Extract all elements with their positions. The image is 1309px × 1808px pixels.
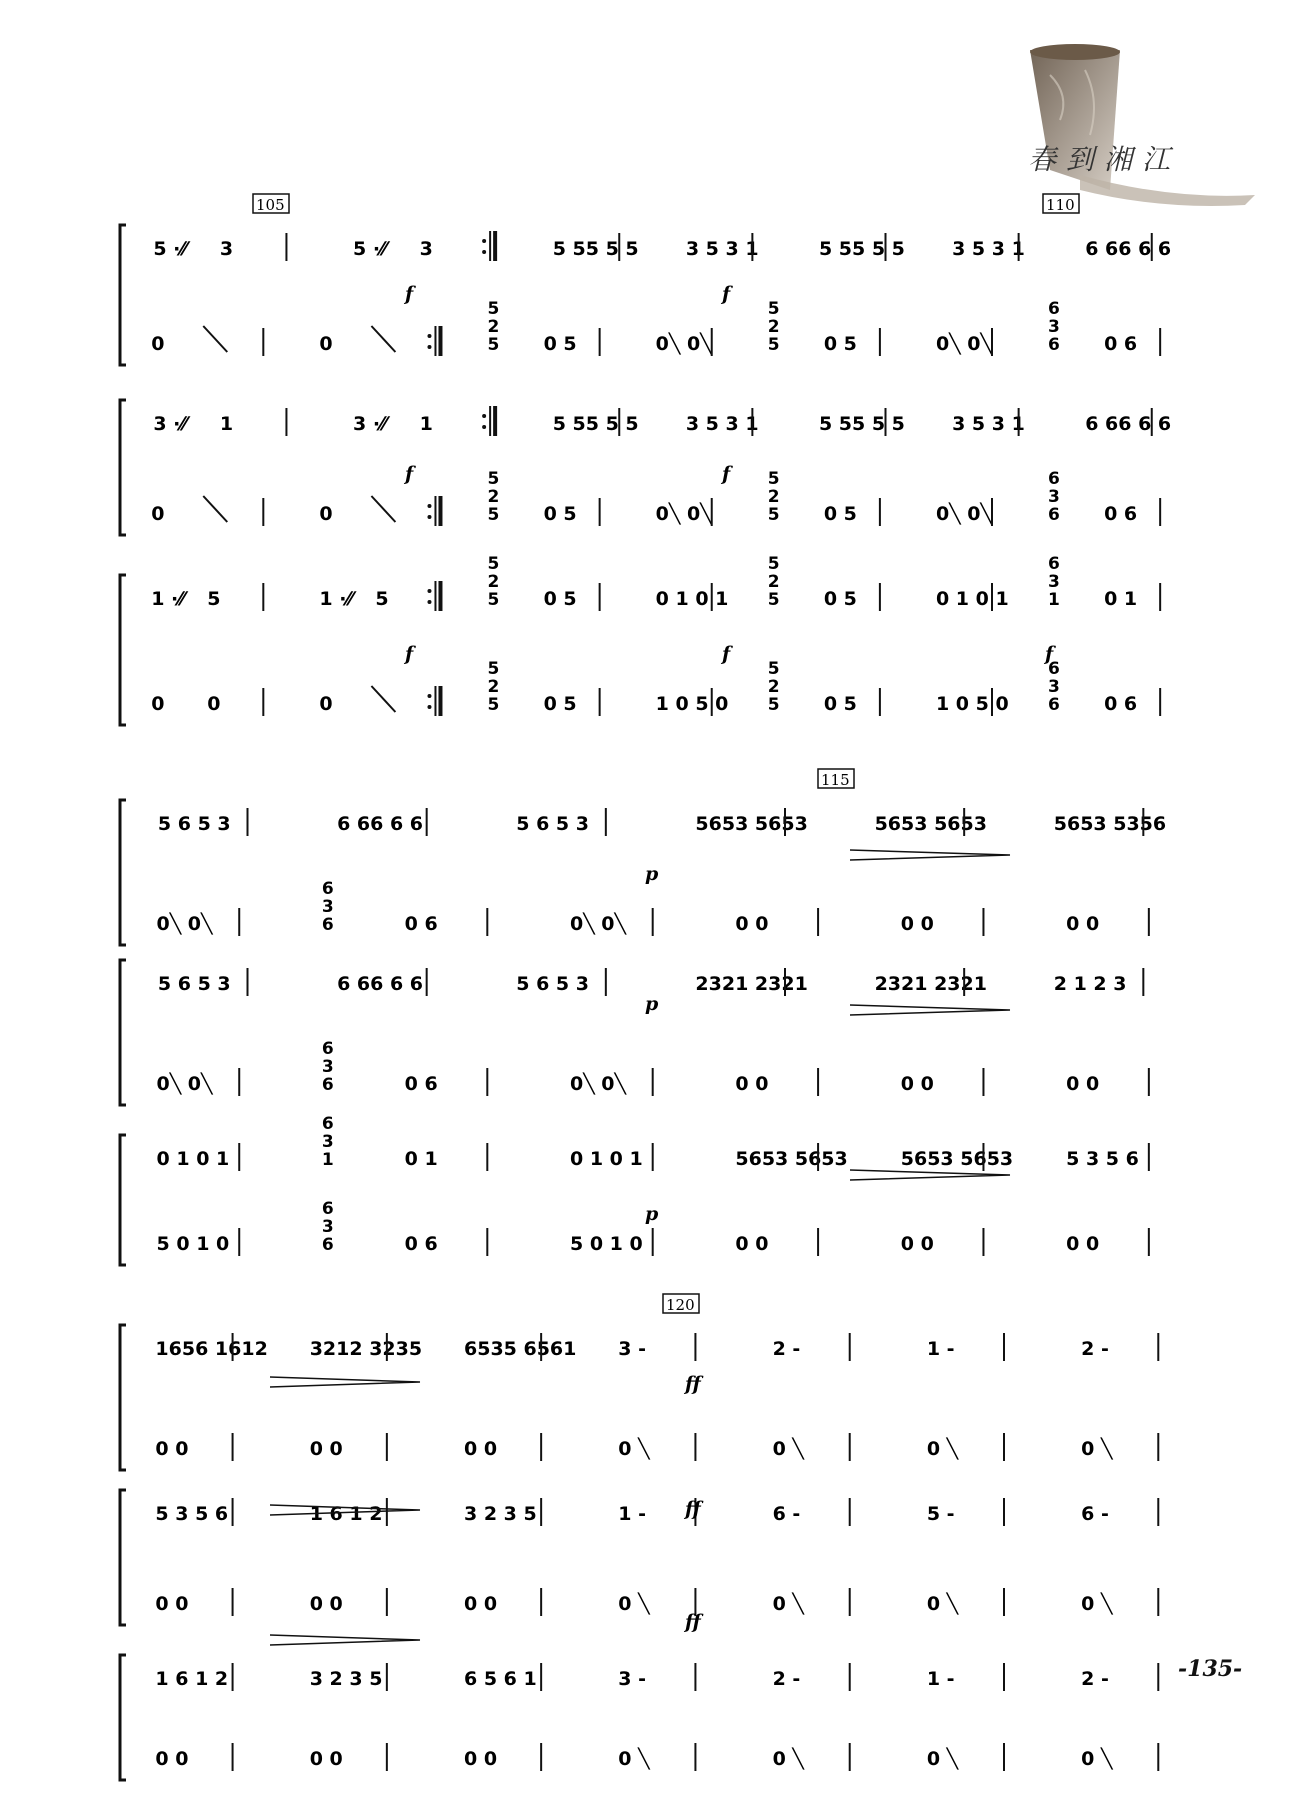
note-group: 0 6 bbox=[404, 1233, 438, 1255]
note-group: 0 ╲ bbox=[618, 1593, 650, 1615]
chord-note: 5 bbox=[767, 469, 780, 489]
tremolo-slash bbox=[371, 686, 395, 712]
note-group: 2 1 2 3 bbox=[1053, 973, 1127, 995]
repeat-dot bbox=[427, 589, 431, 593]
note-group: 0 0 bbox=[155, 1438, 189, 1460]
note-group: 0 5 bbox=[543, 503, 577, 525]
note-group: 0 ╲ bbox=[1081, 1438, 1113, 1460]
note-group: 3 5 3 1 bbox=[952, 413, 1025, 435]
chord-note: 3 bbox=[321, 897, 334, 917]
note-group: 5 bbox=[207, 588, 221, 610]
part-bracket bbox=[120, 1655, 126, 1780]
note-group: 0 ╲ bbox=[772, 1438, 804, 1460]
note-group: 0 1 0 1 bbox=[935, 588, 1009, 610]
note-group: 3 5 3 1 bbox=[685, 238, 759, 260]
note-group: 0 5 bbox=[543, 333, 577, 355]
chord-note: 6 bbox=[321, 1075, 334, 1095]
note-group: 0 bbox=[151, 333, 165, 355]
hairpin bbox=[850, 1170, 1010, 1180]
note-group: 3 5 3 1 bbox=[952, 238, 1025, 260]
tremolo-slash bbox=[371, 496, 395, 522]
note-group: 0 6 bbox=[404, 1073, 438, 1095]
part-bracket bbox=[120, 1490, 126, 1625]
chord-note: 2 bbox=[767, 487, 780, 507]
note-group: 0 ╲ bbox=[1081, 1748, 1113, 1770]
note-group: 2321 2321 bbox=[874, 973, 987, 995]
note-group: 6 - bbox=[1081, 1503, 1109, 1525]
dynamic-marking: ff bbox=[685, 1373, 701, 1395]
tremolo-slash bbox=[371, 326, 395, 352]
note-group: 0 5 bbox=[543, 588, 577, 610]
note-group: 0 ╲ bbox=[772, 1593, 804, 1615]
note-group: 0 0 bbox=[735, 1073, 769, 1095]
chord-note: 5 bbox=[767, 659, 780, 679]
chord-note: 2 bbox=[487, 317, 500, 337]
note-group: 5 55 5 5 bbox=[552, 238, 639, 260]
part-bracket bbox=[120, 575, 126, 725]
note-group: 5 55 5 5 bbox=[552, 413, 639, 435]
note-group: 0 ╲ bbox=[1081, 1593, 1113, 1615]
note-group: 1 6 1 2 bbox=[309, 1503, 383, 1525]
note-group: 0 5 bbox=[823, 588, 857, 610]
note-group: 6 66 6 6 bbox=[337, 973, 424, 995]
note-group: 0 1 0 1 bbox=[655, 588, 729, 610]
note-group: 1 0 5 0 bbox=[655, 693, 729, 715]
note-group: 5653 5653 bbox=[735, 1148, 848, 1170]
note-group: 0 bbox=[319, 333, 333, 355]
note-group: 5 3 5 6 bbox=[155, 1503, 229, 1525]
note-group: 0 0 bbox=[1066, 1073, 1100, 1095]
dynamic-marking: f bbox=[405, 643, 414, 665]
note-group: 3 2 3 5 bbox=[464, 1503, 537, 1525]
chord-note: 5 bbox=[487, 659, 500, 679]
note-group: 3 ·⁄⁄ bbox=[353, 413, 387, 435]
note-group: 0 5 bbox=[823, 693, 857, 715]
note-group: 3 2 3 5 bbox=[309, 1668, 383, 1690]
note-group: 0╲ 0╲ bbox=[156, 1073, 213, 1095]
note-group: 5 55 5 5 bbox=[818, 413, 905, 435]
note-group: 5653 5653 bbox=[695, 813, 808, 835]
note-group: 0 bbox=[151, 503, 165, 525]
page-number: -135- bbox=[1178, 1656, 1243, 1682]
note-group: 5 ·⁄⁄ bbox=[153, 238, 187, 260]
note-group: 5 0 1 0 bbox=[156, 1233, 230, 1255]
note-group: 0 ╲ bbox=[926, 1593, 959, 1615]
note-group: 2 - bbox=[772, 1338, 801, 1360]
note-group: 0 ╲ bbox=[926, 1748, 959, 1770]
note-group: 5 6 5 3 bbox=[157, 973, 231, 995]
repeat-dot bbox=[482, 414, 486, 418]
note-group: 0 bbox=[207, 693, 221, 715]
header-title: 春到湘江 bbox=[1028, 143, 1181, 176]
note-group: 1 - bbox=[926, 1338, 955, 1360]
note-group: 3 - bbox=[618, 1668, 647, 1690]
note-group: 0 0 bbox=[1066, 1233, 1100, 1255]
part-bracket bbox=[120, 1325, 126, 1470]
hairpin bbox=[270, 1377, 420, 1387]
chord-note: 6 bbox=[321, 1114, 334, 1134]
note-group: 0╲ 0╲ bbox=[655, 333, 712, 355]
note-group: 6 5 6 1 bbox=[464, 1668, 537, 1690]
note-group: 6 66 6 6 bbox=[337, 813, 424, 835]
dynamic-marking: f bbox=[405, 283, 414, 305]
repeat-dot bbox=[427, 345, 431, 349]
note-group: 3 bbox=[219, 238, 234, 260]
chord-note: 6 bbox=[321, 1199, 334, 1219]
note-group: 0 1 0 1 bbox=[156, 1148, 230, 1170]
note-group: 0 0 bbox=[155, 1593, 189, 1615]
note-group: 3212 3235 bbox=[309, 1338, 423, 1360]
hairpin bbox=[850, 1005, 1010, 1015]
note-group: 0 1 bbox=[404, 1148, 438, 1170]
chord-note: 5 bbox=[767, 554, 780, 574]
note-group: 0 0 bbox=[735, 1233, 769, 1255]
note-group: 5 55 5 5 bbox=[818, 238, 905, 260]
chord-note: 6 bbox=[1048, 469, 1060, 489]
note-group: 3 - bbox=[618, 1338, 647, 1360]
note-group: 5653 5653 bbox=[900, 1148, 1014, 1170]
chord-note: 5 bbox=[487, 469, 500, 489]
dynamic-marking: f bbox=[722, 283, 731, 305]
chord-note: 3 bbox=[1048, 317, 1060, 337]
chord-note: 5 bbox=[487, 505, 500, 525]
note-group: 0 0 bbox=[464, 1748, 498, 1770]
note-group: 3 bbox=[419, 238, 433, 260]
dynamic-marking: f bbox=[722, 643, 731, 665]
chord-note: 6 bbox=[321, 1235, 334, 1255]
note-group: 0 0 bbox=[900, 1073, 934, 1095]
dynamic-marking: p bbox=[645, 863, 659, 885]
note-group: 0 6 bbox=[1104, 333, 1138, 355]
note-group: 5 - bbox=[926, 1503, 955, 1525]
measure-number: 115 bbox=[821, 771, 850, 789]
note-group: 0 ╲ bbox=[772, 1748, 804, 1770]
note-group: 0 1 0 1 bbox=[570, 1148, 643, 1170]
note-group: 0 0 bbox=[464, 1438, 498, 1460]
note-group: 5 3 5 6 bbox=[1066, 1148, 1139, 1170]
dynamic-marking: p bbox=[645, 993, 659, 1015]
chord-note: 3 bbox=[1048, 572, 1060, 592]
note-group: 1 bbox=[419, 413, 433, 435]
note-group: 6535 6561 bbox=[464, 1338, 577, 1360]
chord-note: 2 bbox=[487, 487, 500, 507]
note-group: 1 bbox=[219, 413, 234, 435]
dynamic-marking: f bbox=[405, 463, 414, 485]
chord-note: 6 bbox=[1048, 659, 1060, 679]
measure-number: 105 bbox=[256, 196, 285, 214]
note-group: 0 0 bbox=[464, 1593, 498, 1615]
chord-note: 6 bbox=[1048, 335, 1060, 355]
chord-note: 6 bbox=[321, 1039, 334, 1059]
chord-note: 5 bbox=[767, 299, 780, 319]
note-group: 0 0 bbox=[735, 913, 769, 935]
note-group: 2 - bbox=[772, 1668, 801, 1690]
note-group: 0 0 bbox=[309, 1748, 343, 1770]
chord-note: 1 bbox=[1048, 590, 1060, 610]
part-bracket bbox=[120, 225, 126, 365]
dynamic-marking: f bbox=[722, 463, 731, 485]
part-bracket bbox=[120, 800, 126, 945]
dynamic-marking: p bbox=[645, 1203, 659, 1225]
measure-number: 120 bbox=[666, 1296, 695, 1314]
chord-note: 1 bbox=[321, 1150, 334, 1170]
chord-note: 2 bbox=[487, 677, 500, 697]
chord-note: 3 bbox=[321, 1057, 334, 1077]
note-group: 0╲ 0╲ bbox=[570, 1073, 626, 1095]
note-group: 2 - bbox=[1081, 1668, 1109, 1690]
note-group: 0 0 bbox=[309, 1438, 343, 1460]
repeat-dot bbox=[427, 504, 431, 508]
note-group: 0╲ 0╲ bbox=[156, 913, 213, 935]
part-bracket bbox=[120, 400, 126, 535]
dynamic-marking: f bbox=[1045, 643, 1054, 665]
dynamic-marking: ff bbox=[685, 1498, 701, 1520]
note-group: 6 66 6 6 bbox=[1085, 238, 1172, 260]
note-group: 0 bbox=[151, 693, 165, 715]
chord-note: 6 bbox=[1048, 554, 1060, 574]
note-group: 0 bbox=[319, 503, 333, 525]
note-group: 1 - bbox=[926, 1668, 955, 1690]
note-group: 0╲ 0╲ bbox=[935, 333, 992, 355]
repeat-dot bbox=[427, 705, 431, 709]
note-group: 1 ·⁄⁄ bbox=[319, 588, 353, 610]
note-group: 5 6 5 3 bbox=[516, 973, 589, 995]
chord-note: 5 bbox=[487, 695, 500, 715]
hairpin bbox=[850, 850, 1010, 860]
note-group: 0 6 bbox=[404, 913, 438, 935]
note-group: 0 1 bbox=[1104, 588, 1138, 610]
chord-note: 5 bbox=[767, 335, 780, 355]
note-group: 0 6 bbox=[1104, 503, 1138, 525]
chord-note: 5 bbox=[487, 554, 500, 574]
repeat-dot bbox=[482, 250, 486, 254]
note-group: 0 0 bbox=[900, 1233, 934, 1255]
chord-note: 6 bbox=[321, 879, 334, 899]
note-group: 3 ·⁄⁄ bbox=[153, 413, 187, 435]
chord-note: 3 bbox=[321, 1217, 334, 1237]
tremolo-slash bbox=[203, 496, 227, 522]
part-bracket bbox=[120, 960, 126, 1105]
note-group: 0 ╲ bbox=[926, 1438, 959, 1460]
tremolo-slash bbox=[203, 326, 227, 352]
chord-note: 3 bbox=[1048, 677, 1060, 697]
note-group: 0╲ 0╲ bbox=[935, 503, 992, 525]
note-group: 5653 5356 bbox=[1053, 813, 1167, 835]
note-group: 5 0 1 0 bbox=[570, 1233, 643, 1255]
note-group: 0 6 bbox=[1104, 693, 1138, 715]
note-group: 0 0 bbox=[900, 913, 934, 935]
note-group: 1 - bbox=[618, 1503, 647, 1525]
chord-note: 5 bbox=[767, 505, 780, 525]
note-group: 5 6 5 3 bbox=[157, 813, 231, 835]
repeat-dot bbox=[482, 425, 486, 429]
note-group: 0 bbox=[319, 693, 333, 715]
note-group: 0 5 bbox=[823, 333, 857, 355]
chord-note: 2 bbox=[767, 677, 780, 697]
repeat-dot bbox=[482, 239, 486, 243]
note-group: 3 5 3 1 bbox=[685, 413, 759, 435]
note-group: 2321 2321 bbox=[695, 973, 808, 995]
chord-note: 5 bbox=[767, 695, 780, 715]
note-group: 6 66 6 6 bbox=[1085, 413, 1172, 435]
chord-note: 3 bbox=[321, 1132, 334, 1152]
chord-note: 5 bbox=[767, 590, 780, 610]
chord-note: 6 bbox=[1048, 505, 1060, 525]
chord-note: 6 bbox=[1048, 299, 1060, 319]
note-group: 1 0 5 0 bbox=[935, 693, 1009, 715]
note-group: 5 6 5 3 bbox=[516, 813, 589, 835]
note-group: 0 0 bbox=[309, 1593, 343, 1615]
chord-note: 5 bbox=[487, 299, 500, 319]
note-group: 0 5 bbox=[823, 503, 857, 525]
note-group: 0 5 bbox=[543, 693, 577, 715]
note-group: 5653 5653 bbox=[874, 813, 987, 835]
note-group: 5 bbox=[375, 588, 389, 610]
chord-note: 3 bbox=[1048, 487, 1060, 507]
chord-note: 2 bbox=[767, 317, 780, 337]
hairpin bbox=[270, 1635, 420, 1645]
chord-note: 2 bbox=[487, 572, 500, 592]
chord-note: 2 bbox=[767, 572, 780, 592]
note-group: 1 ·⁄⁄ bbox=[151, 588, 185, 610]
dynamic-marking: ff bbox=[685, 1611, 701, 1633]
repeat-dot bbox=[427, 334, 431, 338]
note-group: 1 6 1 2 bbox=[155, 1668, 229, 1690]
note-group: 0╲ 0╲ bbox=[655, 503, 712, 525]
note-group: 5 ·⁄⁄ bbox=[353, 238, 387, 260]
repeat-dot bbox=[427, 694, 431, 698]
measure-number: 110 bbox=[1046, 196, 1075, 214]
chord-note: 5 bbox=[487, 335, 500, 355]
note-group: 0 ╲ bbox=[618, 1438, 650, 1460]
note-group: 0 0 bbox=[155, 1748, 189, 1770]
chord-note: 6 bbox=[321, 915, 334, 935]
note-group: 0╲ 0╲ bbox=[570, 913, 626, 935]
note-group: 6 - bbox=[772, 1503, 801, 1525]
note-group: 0 ╲ bbox=[618, 1748, 650, 1770]
chord-note: 5 bbox=[487, 590, 500, 610]
repeat-dot bbox=[427, 600, 431, 604]
note-group: 1656 1612 bbox=[155, 1338, 268, 1360]
repeat-dot bbox=[427, 515, 431, 519]
note-group: 2 - bbox=[1081, 1338, 1109, 1360]
chord-note: 6 bbox=[1048, 695, 1060, 715]
part-bracket bbox=[120, 1135, 126, 1265]
note-group: 0 0 bbox=[1066, 913, 1100, 935]
